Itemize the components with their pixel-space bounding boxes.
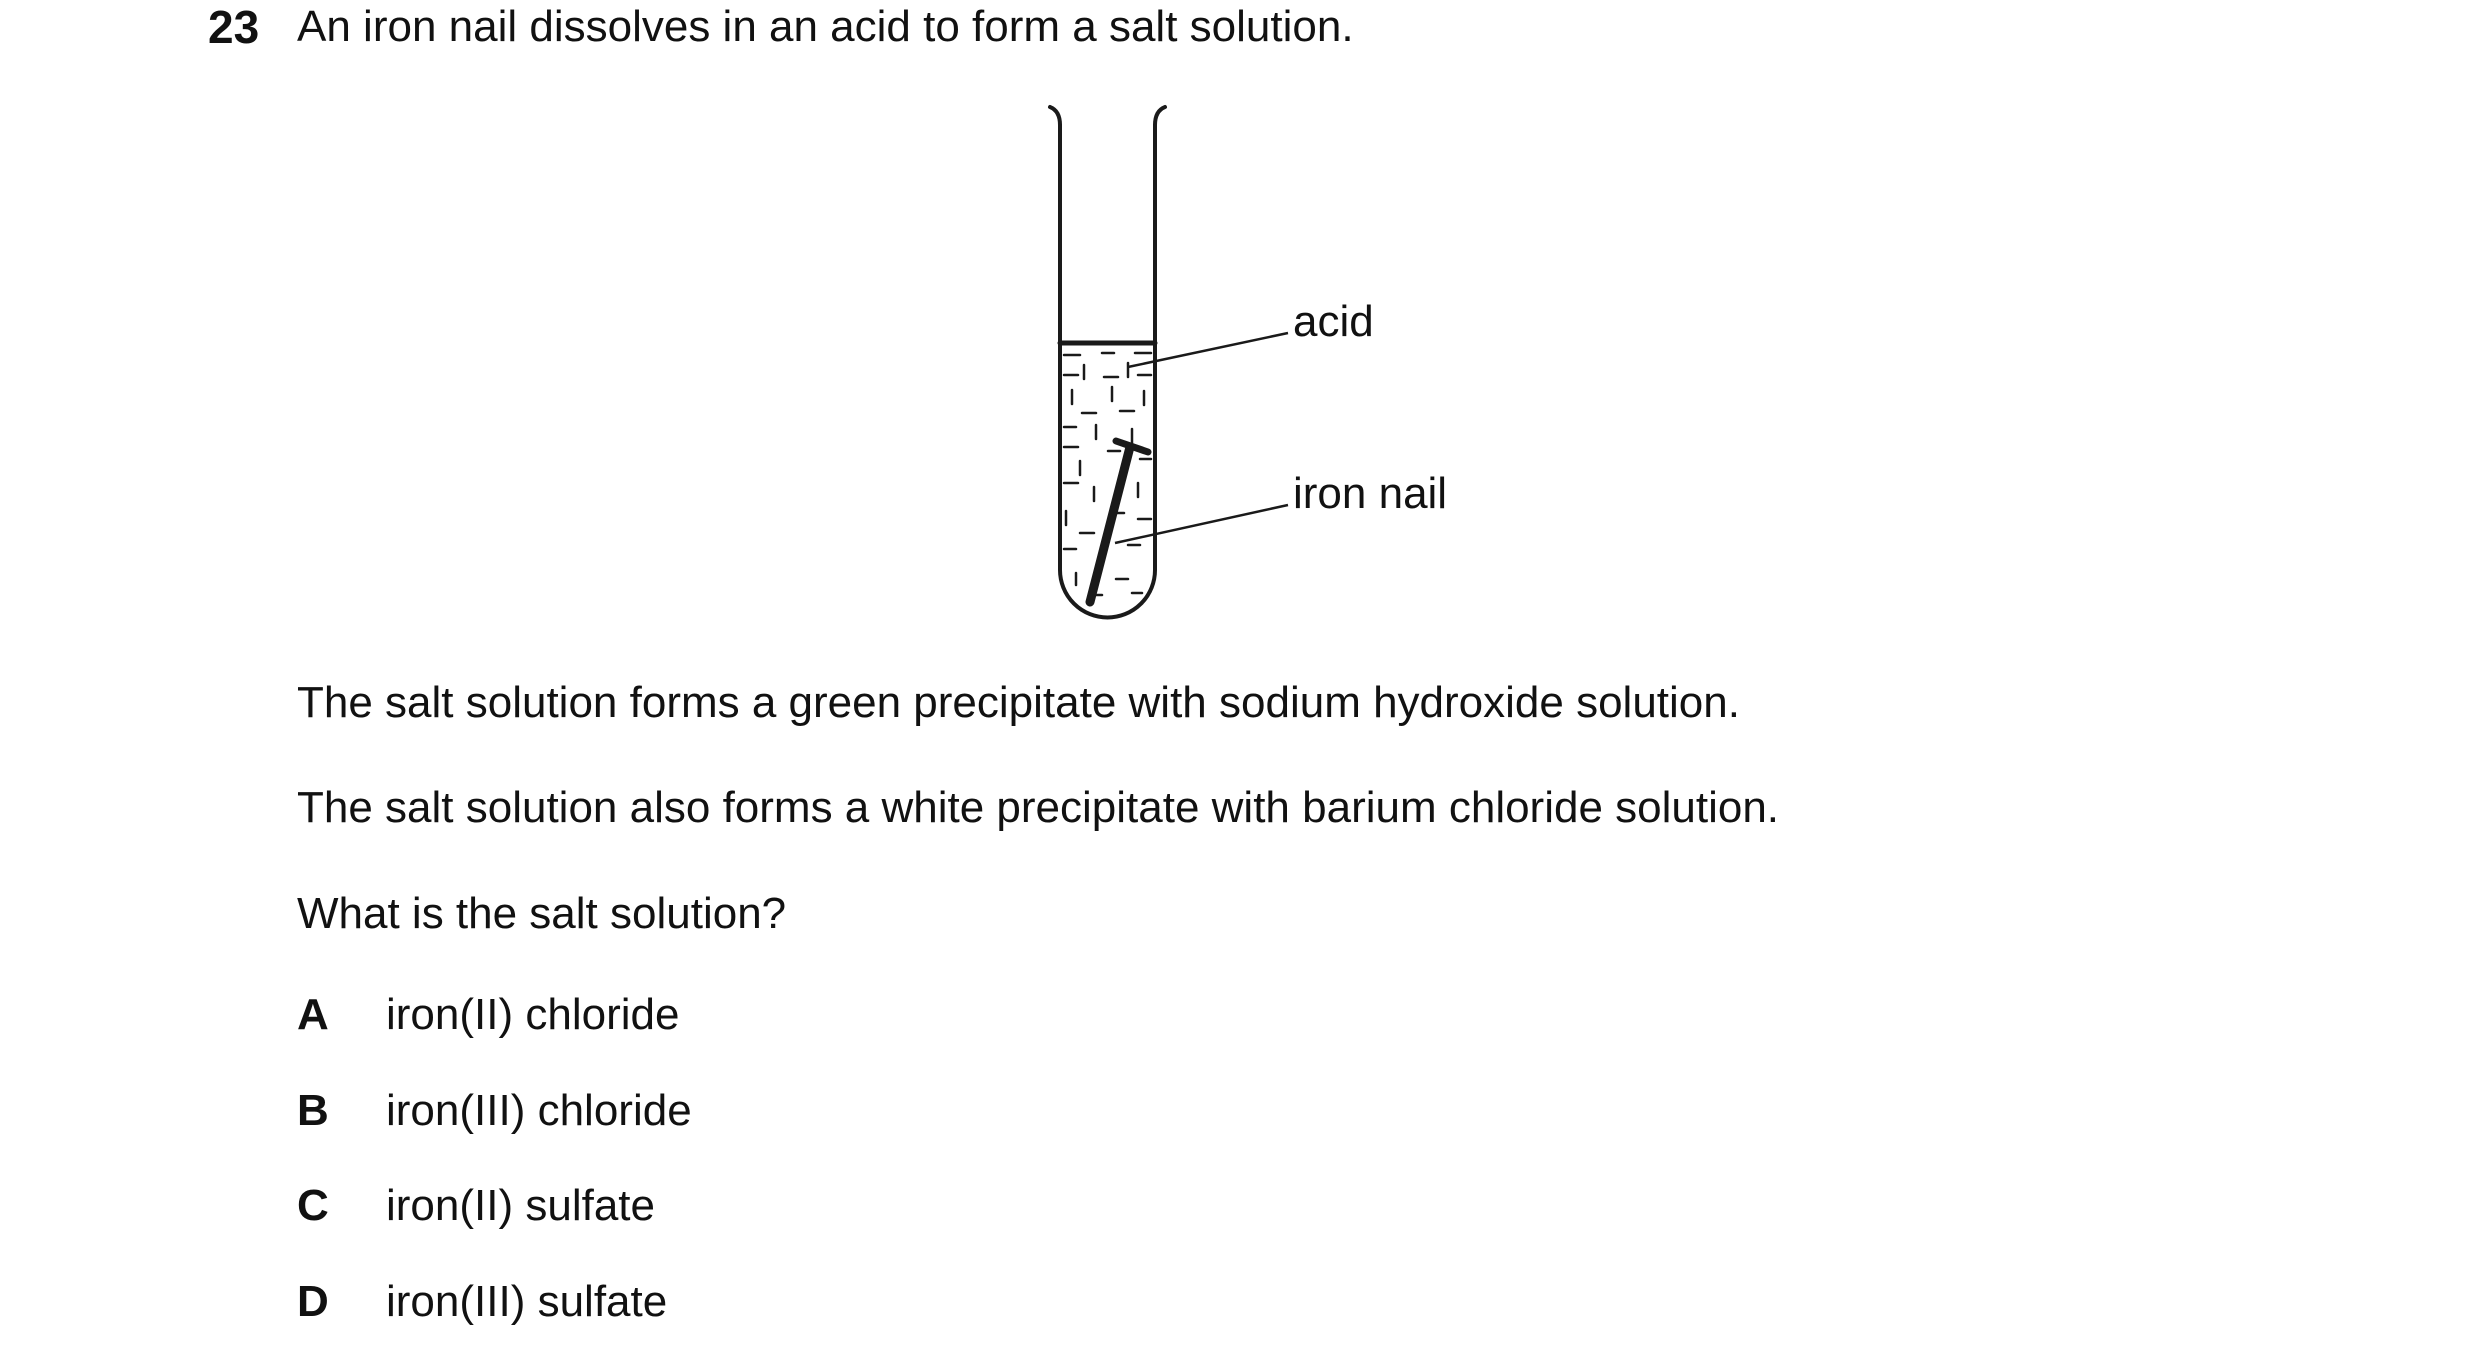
test-tube-diagram	[1020, 95, 1580, 635]
label-leaders	[1115, 333, 1288, 543]
tube-lip-left	[1050, 107, 1060, 125]
acid-liquid-marks	[1064, 353, 1151, 595]
iron-nail-label: iron nail	[1293, 469, 1448, 518]
acid-label: acid	[1293, 297, 1374, 346]
option-text: iron(II) chloride	[386, 990, 680, 1039]
option-letter: A	[297, 990, 329, 1039]
option-letter: C	[297, 1181, 329, 1230]
option-letter: D	[297, 1277, 329, 1326]
option-text: iron(II) sulfate	[386, 1181, 655, 1230]
tube-lip-right	[1155, 107, 1165, 125]
question-stem: An iron nail dissolves in an acid to form a salt solution.	[297, 2, 1354, 51]
option-text: iron(III) sulfate	[386, 1277, 668, 1326]
statement-white-precipitate: The salt solution also forms a white precipitate with barium chloride solution.	[297, 783, 1780, 832]
option-text: iron(III) chloride	[386, 1086, 692, 1135]
option-letter: B	[297, 1086, 329, 1135]
acid-leader-line	[1128, 333, 1288, 367]
question-number: 23	[208, 1, 260, 53]
statement-green-precipitate: The salt solution forms a green precipitate with sodium hydroxide solution.	[297, 678, 1740, 727]
question-prompt: What is the salt solution?	[297, 889, 787, 938]
test-tube-drawing	[1020, 95, 1580, 635]
nail-leader-line	[1115, 505, 1288, 543]
